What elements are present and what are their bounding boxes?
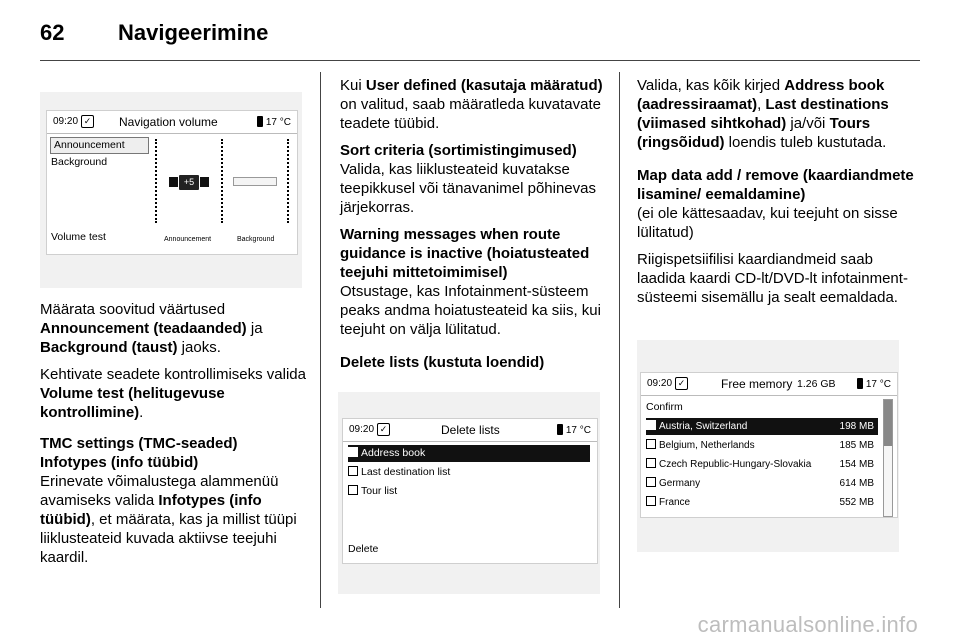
screen-header xyxy=(47,111,297,134)
watermark: carmanualsonline.info xyxy=(697,612,918,637)
navigation-arrow-icon: ✓ xyxy=(81,115,94,128)
nav-volume-panel xyxy=(40,92,302,288)
delete-button[interactable]: Delete xyxy=(348,543,379,555)
free-memory-screen xyxy=(640,372,898,518)
screen-title: Free memory xyxy=(721,377,793,391)
paragraph: Riigispetsiifilisi kaardiandmeid saab laadida kaardi CD-lt/DVD-lt infotainment-süsteemi sisemällu ja sealt eemaldada. xyxy=(637,251,908,306)
column-3 xyxy=(637,76,919,315)
section-heading: Infotypes (info tüübid) xyxy=(40,454,199,471)
paragraph: Valida, kas kõik kirjed Address book (aadressiraamat), Last destinations (viimased sihtkohad) ja/või Tours (ringsõidud) loendis tuleb kustutada. xyxy=(637,77,889,151)
map-size: 185 MB xyxy=(839,440,874,451)
map-row-germany[interactable]: Germany 614 MB xyxy=(646,475,878,492)
thermometer-icon xyxy=(857,378,863,389)
column-1 xyxy=(40,300,310,575)
section-heading: Sort criteria (sortimistingimused) xyxy=(340,142,577,159)
map-row-austria[interactable]: Austria, Switzerland 198 MB xyxy=(646,418,878,435)
confirm-button[interactable]: Confirm xyxy=(646,401,683,413)
announcement-slider-track[interactable] xyxy=(155,139,158,223)
checkbox-icon[interactable] xyxy=(646,458,656,468)
checkbox-icon[interactable] xyxy=(348,466,358,476)
clock: 09:20 xyxy=(647,378,673,389)
scrollbar[interactable] xyxy=(883,399,893,517)
background-slider-bar[interactable] xyxy=(233,177,277,186)
column-divider xyxy=(619,72,620,608)
delete-lists-screen xyxy=(342,418,598,564)
slider-label-announcement: Announcement xyxy=(164,236,212,243)
announcement-slider-track[interactable] xyxy=(221,139,224,223)
paragraph: (ei ole kättesaadav, kui teejuht on sisse lülitatud) xyxy=(637,205,898,241)
delete-lists-panel xyxy=(338,392,600,594)
thermometer-icon xyxy=(257,116,263,127)
navigation-arrow-icon: ✓ xyxy=(675,377,688,390)
screen-title: Navigation volume xyxy=(119,115,218,129)
list-item-last-destination[interactable]: Last destination list xyxy=(348,464,450,481)
section-heading: Warning messages when route guidance is inactive (hoiatusteated teejuhi mittetoimimisel) xyxy=(340,226,590,281)
clock: 09:20 xyxy=(349,424,375,435)
temperature-value: 17 °C xyxy=(565,425,591,436)
map-row-czech[interactable]: Czech Republic-Hungary-Slovakia 154 MB xyxy=(646,456,878,473)
checkbox-icon[interactable] xyxy=(348,485,358,495)
clock: 09:20 xyxy=(53,116,79,127)
section-heading: Delete lists (kustuta loendid) xyxy=(340,354,545,371)
paragraph: Määrata soovitud väärtused Announcement (teadaanded) ja Background (taust) jaoks. xyxy=(40,301,263,356)
paragraph: Kui User defined (kasutaja määratud) on valitud, saab määratleda kuvatavate teadete tüübid. xyxy=(340,77,603,132)
volume-test-item[interactable]: Volume test xyxy=(51,231,106,243)
thermometer-icon xyxy=(557,424,563,435)
temperature-value: 17 °C xyxy=(265,117,291,128)
paragraph: Otsustage, kas Infotainment-süsteem peaks andma hoiatusteateid ka siis, kui teejuht on välja lülitatud. xyxy=(340,283,601,338)
checkbox-icon[interactable] xyxy=(646,477,656,487)
header-rule xyxy=(40,60,920,61)
free-memory-panel xyxy=(637,340,899,552)
list-item-address-book[interactable]: Address book xyxy=(348,445,590,462)
temperature-value: 17 °C xyxy=(865,379,891,390)
menu-item-background[interactable]: Background xyxy=(51,156,108,168)
navigation-arrow-icon: ✓ xyxy=(377,423,390,436)
free-memory-value: 1.26 GB xyxy=(797,378,836,390)
page-title: Navigeerimine xyxy=(118,20,269,45)
column-2 xyxy=(340,76,610,372)
scrollbar-thumb[interactable] xyxy=(884,400,892,446)
list-item-tour-list[interactable]: Tour list xyxy=(348,483,397,500)
checkbox-checked-icon[interactable] xyxy=(646,420,656,430)
temperature xyxy=(257,116,291,128)
temperature xyxy=(557,424,591,436)
slider-value: +5 xyxy=(178,174,200,191)
checkbox-icon[interactable] xyxy=(646,496,656,506)
checkbox-icon[interactable] xyxy=(646,439,656,449)
map-size: 552 MB xyxy=(839,497,874,508)
paragraph: Erinevate võimalustega alammenüü avamiseks valida Infotypes (info tüübid), et määrata, kas ja millist tüüpi liiklusteateid kuvada aktiivse teejuhi kaardil. xyxy=(40,473,297,566)
screen-header xyxy=(641,373,897,396)
map-size: 614 MB xyxy=(839,478,874,489)
map-size: 198 MB xyxy=(839,421,874,432)
slider-label-background: Background xyxy=(237,236,275,243)
background-slider-track[interactable] xyxy=(287,139,290,223)
menu-item-announcement[interactable]: Announcement xyxy=(50,137,149,154)
paragraph: Kehtivate seadete kontrollimiseks valida Volume test (helitugevuse kontrollimine). xyxy=(40,366,306,421)
paragraph: Valida, kas liiklusteateid kuvatakse teepikkusel või tänavanimel põhinevas järjekorras. xyxy=(340,161,596,216)
map-size: 154 MB xyxy=(839,459,874,470)
page-number: 62 xyxy=(40,20,65,45)
section-heading: TMC settings (TMC-seaded) xyxy=(40,435,238,452)
nav-volume-screen xyxy=(46,110,298,255)
checkbox-checked-icon[interactable] xyxy=(348,447,358,457)
screen-title: Delete lists xyxy=(441,423,500,437)
map-row-france[interactable]: France 552 MB xyxy=(646,494,878,511)
map-row-belgium[interactable]: Belgium, Netherlands 185 MB xyxy=(646,437,878,454)
column-divider xyxy=(320,72,321,608)
temperature xyxy=(857,378,891,390)
screen-header xyxy=(343,419,597,442)
section-heading: Map data add / remove (kaardiandmete lisamine/ eemaldamine) xyxy=(637,167,914,203)
